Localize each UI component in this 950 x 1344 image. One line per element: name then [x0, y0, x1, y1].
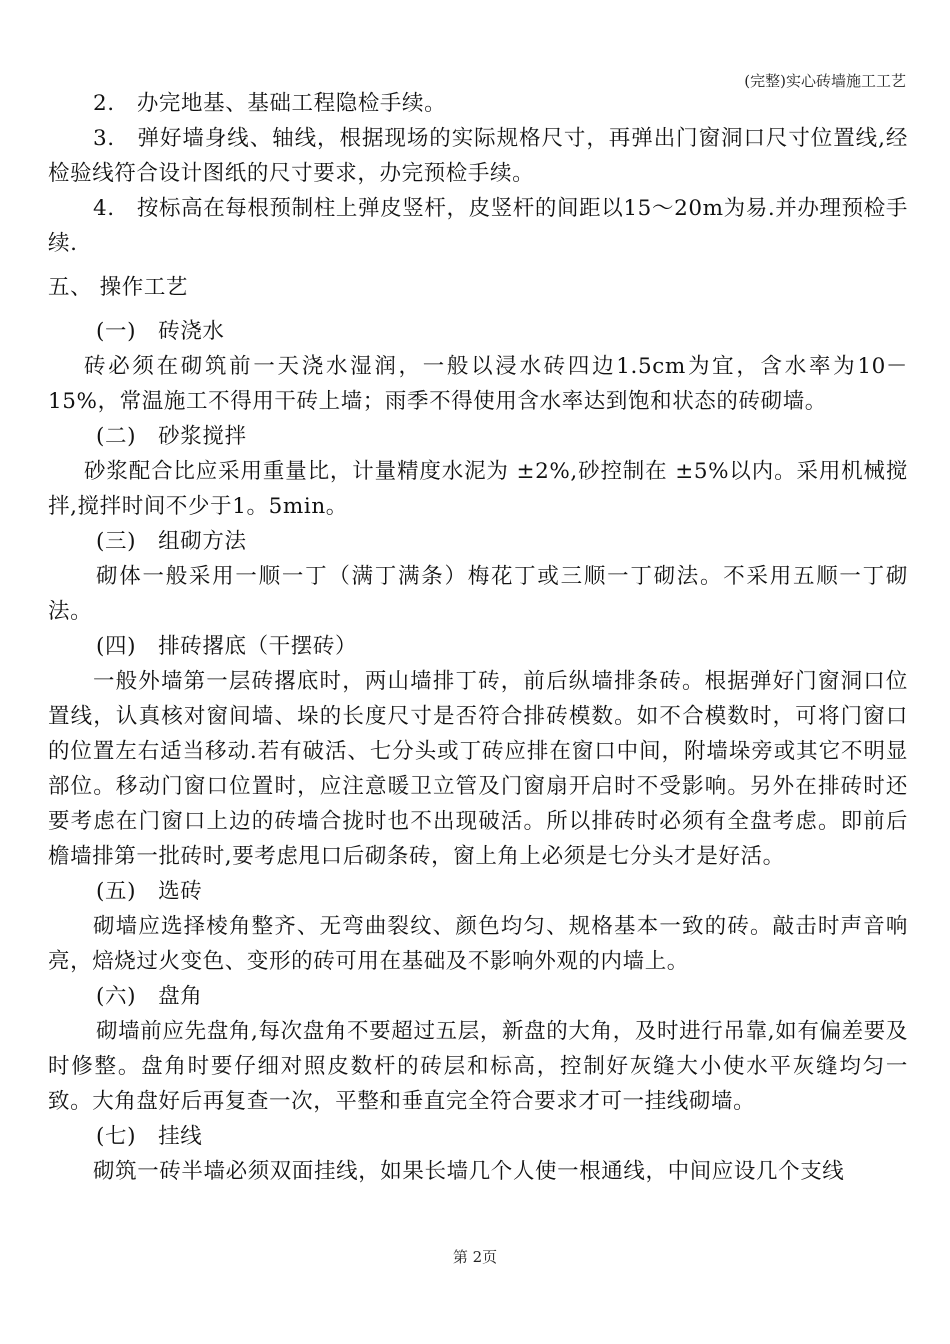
document-body	[48, 86, 908, 1189]
subheading-6: (六) 盘角	[96, 984, 203, 1009]
section-heading-5: 五、 操作工艺	[48, 275, 189, 300]
paragraph-bond-method: 砌体一般采用一顺一丁（满丁满条）梅花丁或三顺一丁砌法。不采用五顺一丁砌法。	[48, 564, 908, 624]
subheading-4: (四) 排砖撂底（干摆砖）	[96, 634, 358, 659]
subheading-2: (二) 砂浆搅拌	[96, 424, 247, 449]
subheading-1: (一) 砖浇水	[96, 319, 225, 344]
paragraph-corner-building: 砌墙前应先盘角,每次盘角不要超过五层，新盘的大角，及时进行吊靠,如有偏差要及时修整。盘角时要仔细对照皮数杆的砖层和标高，控制好灰缝大小使水平灰缝均匀一致。大角盘好后再复查一次，平整和垂直完全符合要求才可一挂线砌墙。	[48, 1019, 908, 1114]
subheading-5: (五) 选砖	[96, 879, 203, 904]
paragraph-dry-laying: 一般外墙第一层砖撂底时，两山墙排丁砖，前后纵墙排条砖。根据弹好门窗洞口位置线，认真核对窗间墙、垛的长度尺寸是否符合排砖模数。如不合模数时，可将门窗口的位置左右适当移动.若有破活、七分头或丁砖应排在窗口中间，附墙垛旁或其它不明显部位。移动门窗口位置时，应注意暖卫立管及门窗扇开启时不受影响。另外在排砖时还要考虑在门窗口上边的砖墙合拢时也不出现破活。所以排砖时必须有全盘考虑。即前后檐墙排第一批砖时,要考虑甩口后砌条砖，窗上角上必须是七分头才是好活。	[48, 669, 908, 869]
paragraph-item-2: 2. 办完地基、基础工程隐检手续。	[93, 91, 447, 116]
paragraph-string-line: 砌筑一砖半墙必须双面挂线，如果长墙几个人使一根通线，中间应设几个支线	[93, 1159, 845, 1184]
subheading-7: (七) 挂线	[96, 1124, 203, 1149]
running-header: (完整)实心砖墙施工工艺	[744, 72, 906, 90]
subheading-3: (三) 组砌方法	[96, 529, 247, 554]
paragraph-brick-selection: 砌墙应选择棱角整齐、无弯曲裂纹、颜色均匀、规格基本一致的砖。敲击时声音响亮，焙烧过火变色、变形的砖可用在基础及不影响外观的内墙上。	[48, 914, 908, 974]
paragraph-item-4: 4. 按标高在每根预制柱上弹皮竖杆，皮竖杆的间距以15～20m为易.并办理预检手续.	[48, 196, 908, 256]
paragraph-brick-watering: 砖必须在砌筑前一天浇水湿润，一般以浸水砖四边1.5cm为宜，含水率为10－15%，常温施工不得用干砖上墙；雨季不得使用含水率达到饱和状态的砖砌墙。	[48, 354, 908, 414]
paragraph-mortar-mixing: 砂浆配合比应采用重量比，计量精度水泥为 ±2%,砂控制在 ±5%以内。采用机械搅拌,搅拌时间不少于1。5min。	[48, 459, 908, 519]
page-number: 第 2页	[452, 1248, 498, 1266]
paragraph-item-3: 3. 弹好墙身线、轴线，根据现场的实际规格尺寸，再弹出门窗洞口尺寸位置线,经检验线符合设计图纸的尺寸要求，办完预检手续。	[48, 126, 908, 186]
